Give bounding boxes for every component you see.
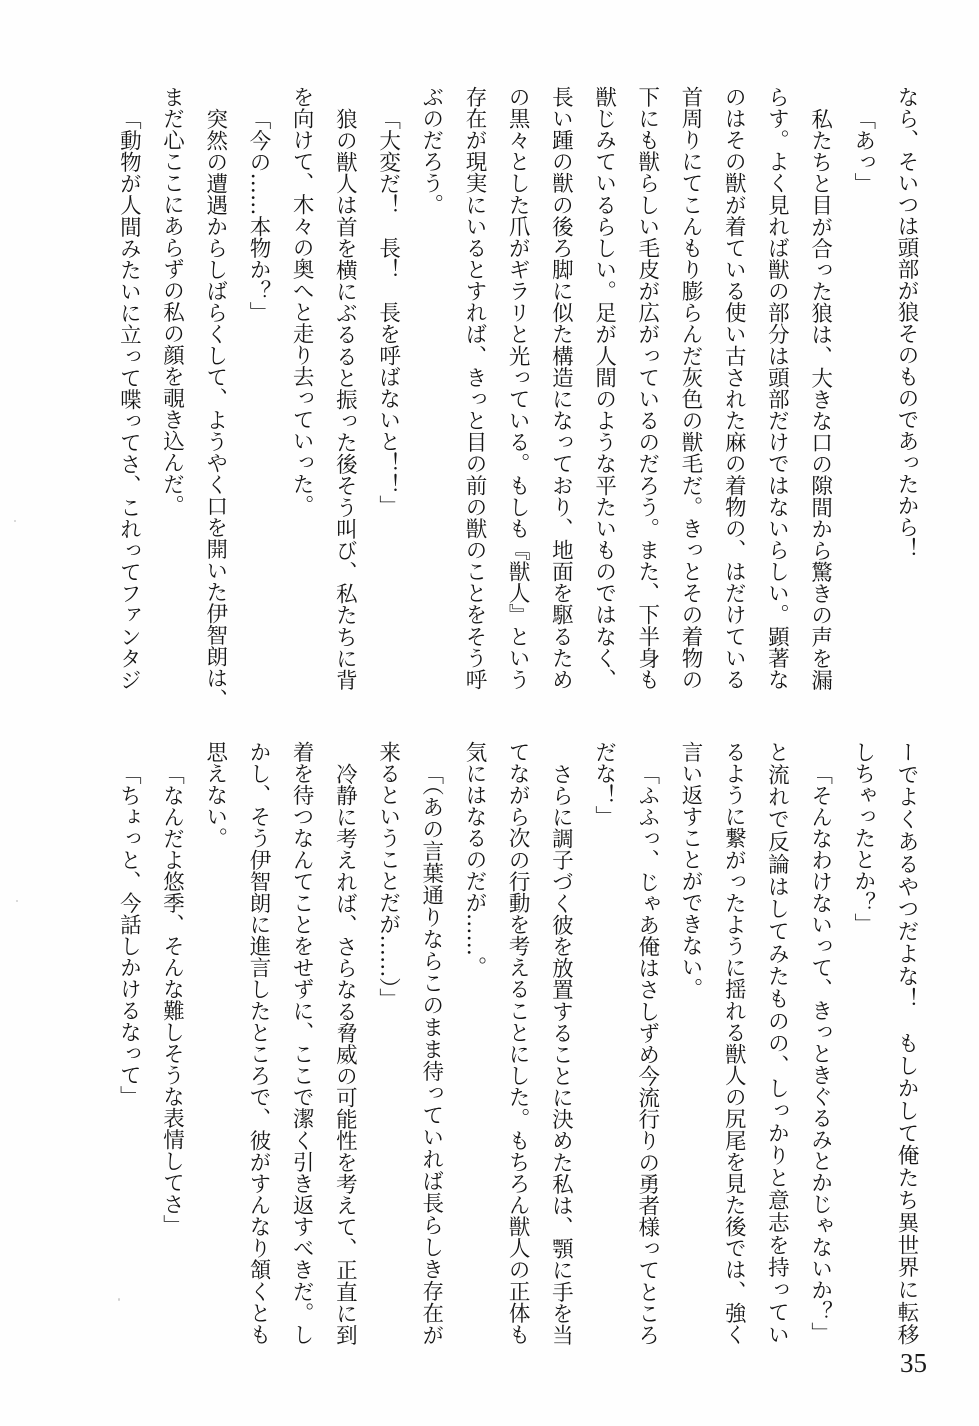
- text-column: 首周りにてこんもり膨らんだ灰色の獣毛だ。きっとその着物の: [677, 86, 703, 690]
- scan-speck: [14, 520, 16, 522]
- text-column: るように繋がったように揺れる獣人の尻尾を見た後では、強く: [721, 741, 747, 1345]
- text-column: てながら次の行動を考えることにした。もちろん獣人の正体も: [505, 741, 531, 1345]
- scan-speck: [118, 1298, 120, 1301]
- text-block-lower: [107, 741, 928, 1345]
- text-column: 着を待つなんてことをせずに、ここで潔く引き返すべきだ。し: [289, 741, 315, 1345]
- text-column: 冷静に考えれば、さらなる脅威の可能性を考えて、正直に到: [332, 762, 358, 1345]
- text-column: 「ちょっと、今話しかけるなって」: [116, 762, 142, 1107]
- text-block-upper: [107, 86, 928, 710]
- text-column: まだ心ここにあらずの私の顔を覗き込んだ。: [159, 86, 185, 516]
- text-column: ーでよくあるやつだよな！ もしかして俺たち異世界に転移: [894, 741, 919, 1345]
- text-column: 言い返すことができない。: [677, 741, 703, 999]
- text-column: 「そんなわけないって、きっときぐるみとかじゃないか？」: [807, 762, 833, 1343]
- text-column: 突然の遭遇からしばらくして、ようやく口を開いた伊智朗は、: [202, 107, 228, 710]
- text-column: なら、そいつは頭部が狼そのものであったから！: [894, 86, 919, 559]
- text-column: 狼の獣人は首を横にぶるると振った後そう叫び、私たちに背: [332, 107, 358, 690]
- text-column: さらに調子づく彼を放置することに決めた私は、顎に手を当: [548, 762, 574, 1345]
- text-column: らす。よく見れば獣の部分は頭部だけではないらしい。顕著な: [764, 86, 790, 690]
- text-column: 「なんだよ悠季、そんな難しそうな表情してさ」: [159, 762, 185, 1236]
- scan-speck: [16, 900, 18, 902]
- text-column: だな！」: [591, 741, 617, 827]
- text-column: 思えない。: [202, 741, 228, 849]
- text-column: 「あっ」: [850, 107, 876, 194]
- text-column: 「ふふっ、じゃあ俺はさしずめ今流行りの勇者様ってところ: [634, 762, 660, 1345]
- text-column: 来るということだが……）」: [375, 741, 401, 1010]
- text-column: かし、そう伊智朗に進言したところで、彼がすんなり頷くとも: [245, 741, 271, 1345]
- text-column: 気にはなるのだが……。: [461, 741, 487, 978]
- text-column: 「（あの言葉通りならこのまま待っていれば長らしき存在が: [418, 762, 444, 1345]
- text-column: しちゃったとか？」: [850, 741, 876, 935]
- text-column: 長い踵の獣の後ろ脚に似た構造になっており、地面を駆るため: [548, 86, 574, 690]
- text-column: 「動物が人間みたいに立って喋ってさ、これってファンタジ: [116, 107, 142, 690]
- text-column: 「大変だ！ 長！ 長を呼ばないと！！」: [375, 107, 401, 516]
- text-column: と流れで反論はしてみたものの、しっかりと意志を持ってい: [764, 741, 790, 1345]
- text-column: 存在が現実にいるとすれば、きっと目の前の獣のことをそう呼: [461, 86, 487, 690]
- text-column: 獣じみているらしい。足が人間のような平たいものではなく、: [591, 86, 617, 690]
- text-column: ぶのだろう。: [418, 86, 444, 215]
- page-number: 35: [900, 1348, 927, 1378]
- text-column: 「今の……本物か？」: [245, 107, 271, 323]
- text-column: の黒々とした爪がギラリと光っている。もしも『獣人』という: [505, 86, 531, 690]
- text-column: 下にも獣らしい毛皮が広がっているのだろう。また、下半身も: [634, 86, 660, 690]
- text-column: 私たちと目が合った狼は、大きな口の隙間から驚きの声を漏: [807, 107, 833, 690]
- text-column: のはその獣が着ている使い古された麻の着物の、はだけている: [721, 86, 747, 690]
- text-column: を向けて、木々の奥へと走り去っていった。: [289, 86, 315, 516]
